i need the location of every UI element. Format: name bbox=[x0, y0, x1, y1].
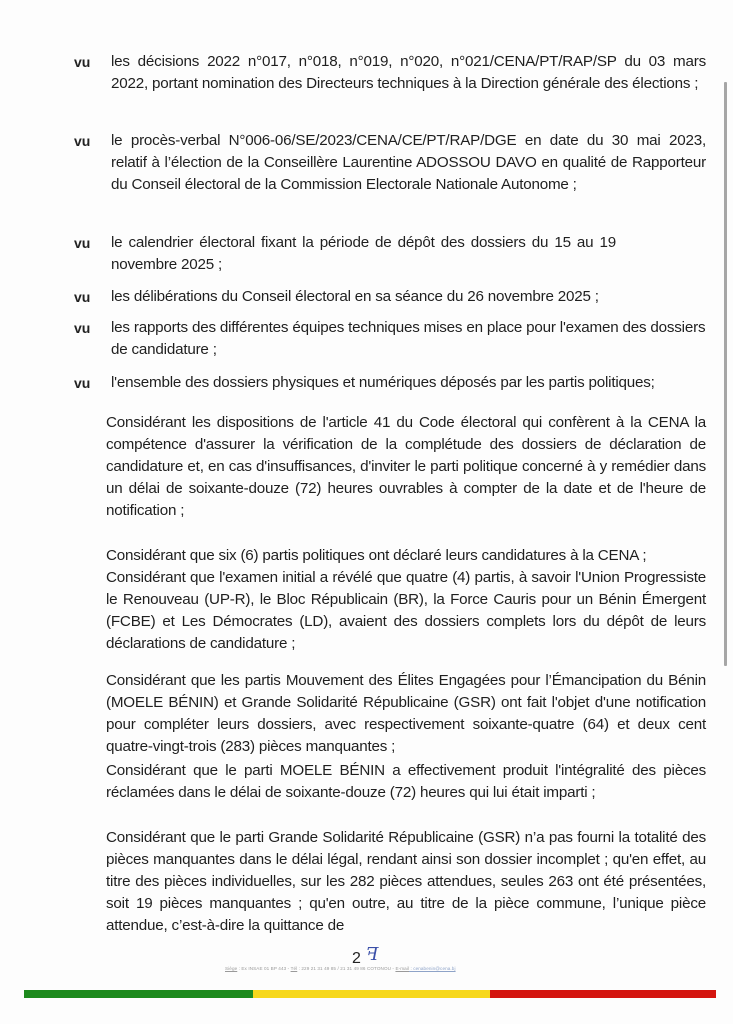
vertical-scrollbar[interactable] bbox=[724, 82, 727, 666]
vu-label: vu bbox=[74, 289, 91, 305]
vu-text: les rapports des différentes équipes techniques mises en place pour l'examen des dossiers de candidature ; bbox=[111, 319, 706, 358]
vu-label: vu bbox=[74, 133, 91, 149]
email-label: E-mail bbox=[395, 966, 410, 971]
page-number: 2 bbox=[352, 950, 361, 967]
vu-item bbox=[74, 317, 706, 361]
considerant-text: Considérant que six (6) partis politiques ont déclaré leurs candidatures à la CENA ; bbox=[106, 547, 647, 564]
vu-text: le calendrier électoral fixant la période de dépôt des dossiers du 15 au 19 novembre 2025 ; bbox=[111, 234, 616, 273]
vu-item bbox=[74, 51, 706, 95]
considerant-text: Considérant que le parti Grande Solidarité Républicaine (GSR) n’a pas fourni la totalité des pièces manquantes dans le délai légal, rendant ainsi son dossier incomplet ; qu'en effet, au titre des pièces individuelles, sur les 282 pièces attendues, seules 263 ont été présentées, soit 19 pièces manquantes ; qu'en outre, au titre de la pièce commune, l’unique pièce attendue, c’est-à-dire la quittance de bbox=[106, 829, 706, 934]
signature-initials: ꟻ bbox=[366, 944, 379, 965]
tel-label: Tél bbox=[290, 966, 298, 971]
considerant-paragraph bbox=[106, 545, 706, 655]
considerant-text: Considérant les dispositions de l'article 41 du Code électoral qui confèrent à la CENA la compétence d'assurer la vérification de la complétude des dossiers de déclaration de candidature et, en cas d'insuffisances, d'inviter le parti politique concerné à y remédier dans un délai de soixante-douze (72) heures ouvrables à compter de la date et de l'heure de notification ; bbox=[106, 414, 706, 519]
considerant-text: Considérant que les partis Mouvement des Élites Engagées pour l’Émancipation du Bénin (MOELE BÉNIN) et Grande Solidarité Républicaine (GSR) ont fait l'objet d'une notification pour compléter leurs dossiers, avec respectivement soixante-quatre (64) et deux cent quatre-vingt-trois (283) pièces manquantes ; bbox=[106, 672, 706, 755]
considerant-text: Considérant que l'examen initial a révélé que quatre (4) partis, à savoir l'Union Progressiste le Renouveau (UP-R), le Bloc Républicain (BR), la Force Cauris pour un Bénin Émergent (FCBE) et Les Démocrates (LD), avaient des dossiers complets lors du dépôt de leurs déclarations de candidature ; bbox=[106, 569, 706, 652]
flag-red-stripe bbox=[490, 990, 716, 998]
flag-yellow-stripe bbox=[253, 990, 490, 998]
vu-label: vu bbox=[74, 375, 91, 391]
vu-text: les délibérations du Conseil électoral en sa séance du 26 novembre 2025 ; bbox=[111, 288, 599, 305]
address-text: : Ex INSAE 01 BP 443 - bbox=[237, 966, 291, 971]
email-link[interactable]: : cenabenin@cena.bj bbox=[409, 966, 456, 971]
vu-text: les décisions 2022 n°017, n°018, n°019, n°020, n°021/CENA/PT/RAP/SP du 03 mars 2022, portant nomination des Directeurs techniques à la Direction générale des élections ; bbox=[111, 53, 706, 92]
considerant-paragraph bbox=[106, 412, 706, 522]
vu-item bbox=[74, 372, 706, 394]
vu-label: vu bbox=[74, 54, 91, 70]
vu-item bbox=[74, 130, 706, 196]
vu-text: le procès-verbal N°006-06/SE/2023/CENA/CE/PT/RAP/DGE en date du 30 mai 2023, relatif à l’élection de la Conseillère Laurentine ADOSSOU DAVO en qualité de Rapporteur du Conseil électoral de la Commission Electorale Nationale Autonome ; bbox=[111, 132, 706, 193]
considerant-paragraph bbox=[106, 760, 706, 804]
considerant-paragraph bbox=[106, 827, 706, 937]
flag-color-band bbox=[24, 990, 716, 998]
vu-item bbox=[74, 232, 706, 276]
vu-label: vu bbox=[74, 320, 91, 336]
vu-text: l'ensemble des dossiers physiques et numériques déposés par les partis politiques; bbox=[111, 374, 655, 391]
considerant-paragraph bbox=[106, 670, 706, 758]
phones-text: : 229 21 31 49 85 / 21 31 49 86 COTONOU - bbox=[297, 966, 396, 971]
vu-item bbox=[74, 286, 706, 308]
vu-label: vu bbox=[74, 235, 91, 251]
footer-address bbox=[225, 966, 565, 971]
siege-label: Siège bbox=[225, 966, 238, 971]
flag-green-stripe bbox=[24, 990, 253, 998]
considerant-text: Considérant que le parti MOELE BÉNIN a effectivement produit l'intégralité des pièces réclamées dans le délai de soixante-douze (72) heures qui lui était imparti ; bbox=[106, 762, 706, 801]
